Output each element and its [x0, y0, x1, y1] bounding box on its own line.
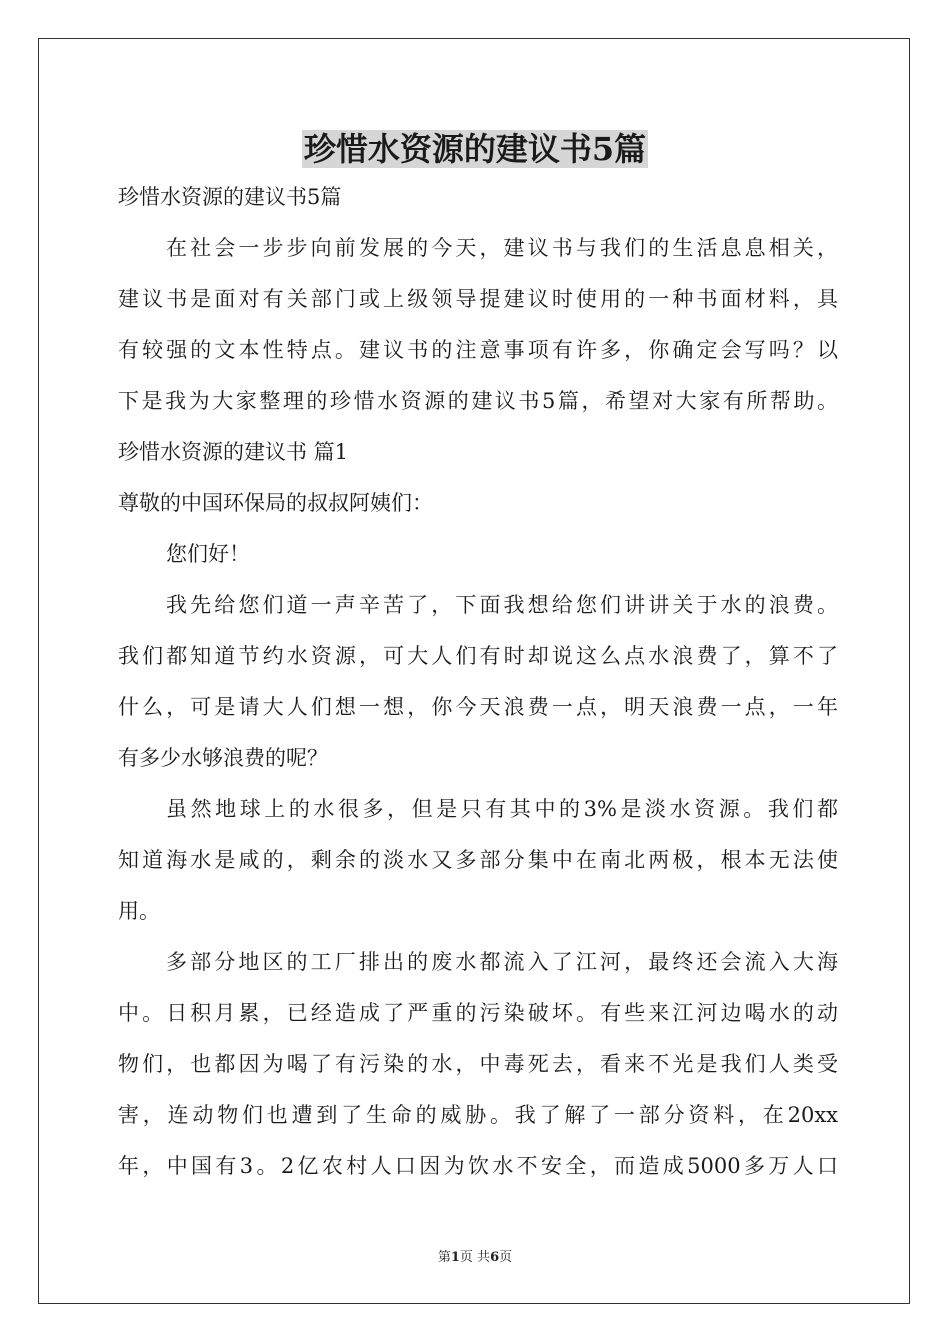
body-line: 建议书是面对有关部门或上级领导提建议时使用的一种书面材料，具 [118, 287, 838, 311]
footer-page-current: 1 [450, 1250, 460, 1265]
body-line: 我先给您们道一声辛苦了，下面我想给您们讲讲关于水的浪费。 [166, 593, 838, 617]
document-title-text: 珍惜水资源的建议书5篇 [303, 130, 647, 168]
page-footer [0, 1246, 950, 1265]
body-line: 我们都知道节约水资源，可大人们有时却说这么点水浪费了，算不了 [118, 644, 838, 668]
body-line: 在社会一步步向前发展的今天，建议书与我们的生活息息相关， [166, 236, 838, 260]
body-line: 年，中国有3。2亿农村人口因为饮水不安全，而造成5000多万人口 [118, 1154, 838, 1178]
body-line: 有多少水够浪费的呢？ [118, 746, 328, 770]
footer-page-total: 6 [490, 1250, 500, 1265]
body-line: 虽然地球上的水很多，但是只有其中的3%是淡水资源。我们都 [166, 797, 838, 821]
body-line: 有较强的文本性特点。建议书的注意事项有许多，你确定会写吗？以 [118, 338, 838, 362]
body-line: 害，连动物们也遭到了生命的威胁。我了解了一部分资料，在20xx [118, 1103, 838, 1127]
section-heading: 珍惜水资源的建议书 篇1 [118, 440, 349, 464]
body-line: 下是我为大家整理的珍惜水资源的建议书5篇，希望对大家有所帮助。 [118, 389, 838, 413]
body-line: 物们，也都因为喝了有污染的水，中毒死去，看来不光是我们人类受 [118, 1052, 838, 1076]
body-line: 用。 [118, 899, 160, 923]
footer-page-mid: 页 共 [459, 1250, 491, 1265]
greeting: 您们好！ [166, 542, 250, 566]
document-title [0, 122, 950, 176]
footer-page-prefix: 第 [437, 1250, 451, 1265]
body-line: 中。日积月累，已经造成了严重的污染破坏。有些来江河边喝水的动 [118, 1001, 838, 1025]
document-body [118, 172, 838, 1192]
body-line: 什么，可是请大人们想一想，你今天浪费一点，明天浪费一点，一年 [118, 695, 838, 719]
salutation: 尊敬的中国环保局的叔叔阿姨们： [118, 491, 433, 515]
body-line: 知道海水是咸的，剩余的淡水又多部分集中在南北两极，根本无法使 [118, 848, 838, 872]
body-line: 多部分地区的工厂排出的废水都流入了江河，最终还会流入大海 [166, 950, 838, 974]
body-line-subtitle: 珍惜水资源的建议书5篇 [118, 185, 342, 209]
footer-page-suffix: 页 [499, 1250, 513, 1265]
